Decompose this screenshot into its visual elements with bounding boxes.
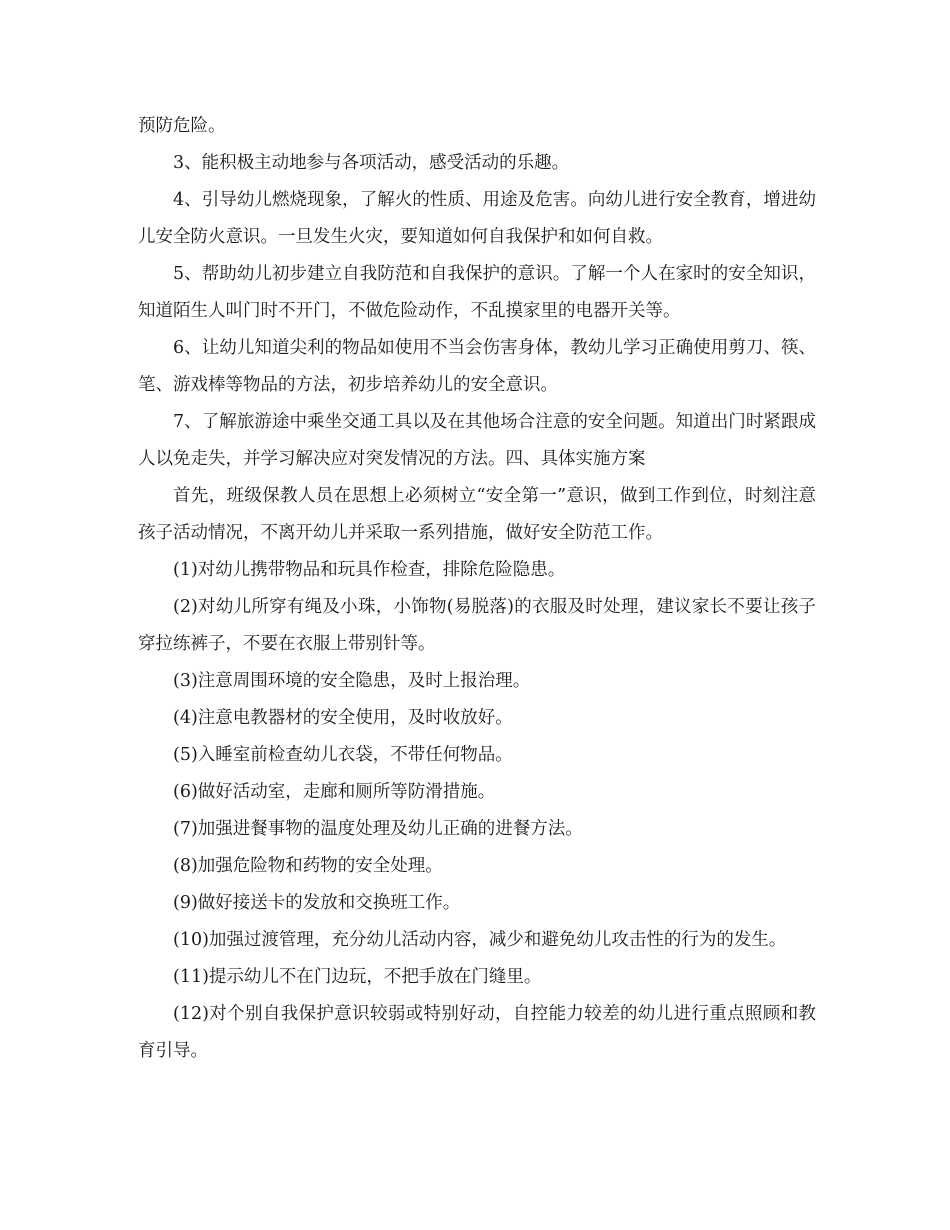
list-item-12: (12)对个别自我保护意识较弱或特别好动，自控能力较差的幼儿进行重点照顾和教育引导。 (138, 1004, 816, 1061)
list-item-6: (6)做好活动室，走廊和厕所等防滑措施。 (173, 782, 496, 802)
paragraph-6: 7、了解旅游途中乘坐交通工具以及在其他场合注意的安全问题。知道出门时紧跟成人以免走失，并学习解决应对突发情况的方法。四、具体实施方案 (138, 412, 816, 469)
list-item-3: (3)注意周围环境的安全隐患，及时上报治理。 (173, 671, 531, 691)
paragraph-5: 6、让幼儿知道尖利的物品如使用不当会伤害身体，教幼儿学习正确使用剪刀、筷、笔、游戏棒等物品的方法，初步培养幼儿的安全意识。 (138, 338, 816, 395)
list-item-8: (8)加强危险物和药物的安全处理。 (173, 856, 443, 876)
document-body (138, 108, 816, 1070)
list-item-4: (4)注意电教器材的安全使用，及时收放好。 (173, 708, 513, 728)
list-item-5: (5)入睡室前检查幼儿衣袋，不带任何物品。 (173, 745, 513, 765)
list-item-9: (9)做好接送卡的发放和交换班工作。 (173, 893, 461, 913)
paragraph-1: 预防危险。 (138, 116, 226, 136)
list-item-2: (2)对幼儿所穿有绳及小珠，小饰物(易脱落)的衣服及时处理，建议家长不要让孩子穿拉练裤子，不要在衣服上带别针等。 (138, 597, 816, 654)
paragraph-4: 5、帮助幼儿初步建立自我防范和自我保护的意识。了解一个人在家时的安全知识，知道陌生人叫门时不开门，不做危险动作，不乱摸家里的电器开关等。 (138, 264, 816, 321)
paragraph-3: 4、引导幼儿燃烧现象，了解火的性质、用途及危害。向幼儿进行安全教育，增进幼儿安全防火意识。一旦发生火灾，要知道如何自我保护和如何自救。 (138, 190, 816, 247)
list-item-7: (7)加强进餐事物的温度处理及幼儿正确的进餐方法。 (173, 819, 583, 839)
paragraph-2: 3、能积极主动地参与各项活动，感受活动的乐趣。 (173, 153, 570, 173)
list-item-11: (11)提示幼儿不在门边玩，不把手放在门缝里。 (173, 967, 542, 987)
paragraph-7: 首先，班级保教人员在思想上必须树立“安全第一”意识，做到工作到位，时刻注意孩子活动情况，不离开幼儿并采取一系列措施，做好安全防范工作。 (138, 486, 816, 543)
list-item-10: (10)加强过渡管理，充分幼儿活动内容，减少和避免幼儿攻击性的行为的发生。 (173, 930, 787, 950)
list-item-1: (1)对幼儿携带物品和玩具作检查，排除危险隐患。 (173, 560, 566, 580)
